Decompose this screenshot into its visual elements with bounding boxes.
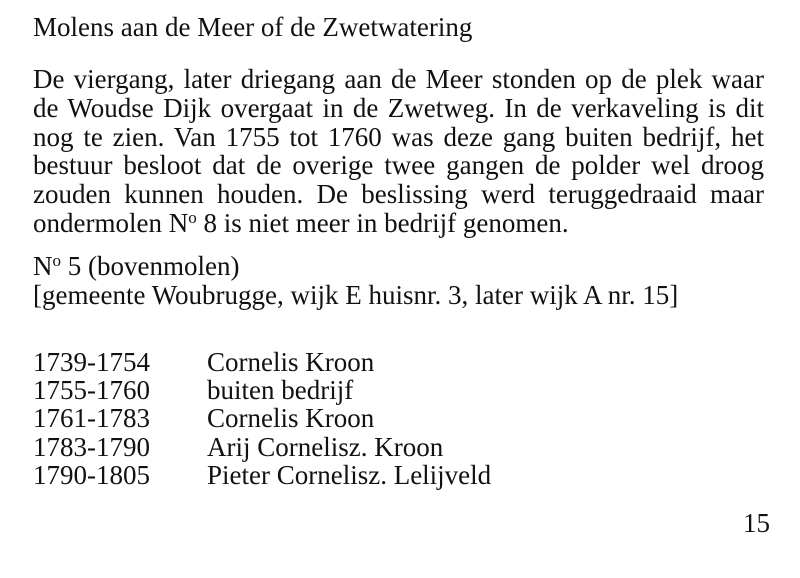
owner-period: 1761-1783 [33,403,150,434]
superscript-o: o [188,207,197,227]
owner-row [33,376,491,404]
paragraph-line-last [33,209,764,238]
owner-name: buiten bedrijf [207,375,354,406]
owner-row [33,348,491,376]
page-number: 15 [743,508,770,538]
owner-row [33,433,491,461]
paragraph-line: zouden kunnen houden. De beslissing werd teruggedraaid maar [33,179,764,210]
mill-heading [33,252,239,281]
paragraph-line: de Woudse Dijk overgaat in de Zwetweg. In de verkaveling is dit [33,92,764,123]
owner-period: 1790-1805 [33,459,150,490]
paragraph-line: De viergang, later driegang aan de Meer stonden op de plek waar [33,64,764,94]
superscript-o: o [52,251,61,270]
paragraph-line: bestuur besloot dat de overige twee gangen de polder wel droog [33,150,764,181]
owner-period: 1755-1760 [33,375,150,406]
owner-name: Cornelis Kroon [207,347,375,377]
paragraph-line: nog te zien. Van 1755 tot 1760 was deze gang buiten bedrijf, het [33,121,764,152]
owner-name: Pieter Cornelisz. Lelijveld [207,459,492,490]
owner-period: 1783-1790 [33,431,150,462]
owner-period: 1739-1754 [33,347,150,377]
owner-row [33,404,491,432]
paragraph-text: ondermolen N [33,207,189,238]
mill-address: [gemeente Woubrugge, wijk E huisnr. 3, later wijk A nr. 15] [33,280,679,310]
owner-name: Cornelis Kroon [207,403,375,434]
owners-list [33,348,491,489]
mill-heading-text: 5 (bovenmolen) [61,251,240,281]
paragraph-text: 8 is niet meer in bedrijf genomen. [196,207,569,238]
owner-row [33,461,491,489]
owner-name: Arij Cornelisz. Kroon [207,431,444,462]
mill-heading-prefix: N [33,251,53,281]
intro-paragraph [33,65,764,238]
page-title: Molens aan de Meer of de Zwetwatering [33,12,473,42]
